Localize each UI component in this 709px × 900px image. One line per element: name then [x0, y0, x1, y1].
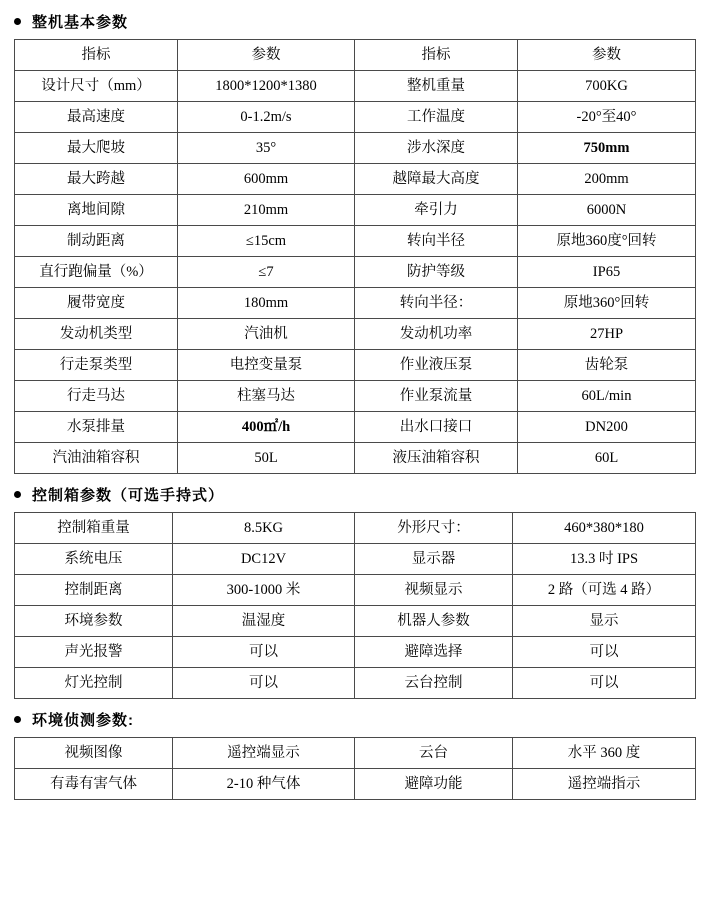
cell: 工作温度 — [355, 102, 518, 133]
cell: 显示器 — [355, 544, 513, 575]
cell: 可以 — [513, 668, 696, 699]
section-heading-machine-params — [14, 11, 695, 32]
cell: 电控变量泵 — [178, 350, 355, 381]
cell: 温湿度 — [173, 606, 355, 637]
section-title: 环境侦测参数: — [32, 712, 134, 729]
bullet-icon — [14, 491, 21, 498]
table-row — [15, 738, 696, 769]
cell: 210mm — [178, 195, 355, 226]
table-row — [15, 40, 696, 71]
section-heading-control-box — [14, 484, 695, 505]
cell: 最大爬坡 — [15, 133, 178, 164]
cell: 0-1.2m/s — [178, 102, 355, 133]
table-row — [15, 637, 696, 668]
cell: 27HP — [518, 319, 696, 350]
cell: 视频显示 — [355, 575, 513, 606]
cell: 200mm — [518, 164, 696, 195]
cell: 460*380*180 — [513, 513, 696, 544]
table-row — [15, 443, 696, 474]
cell: 13.3 吋 IPS — [513, 544, 696, 575]
bullet-icon — [14, 18, 21, 25]
cell: 汽油油箱容积 — [15, 443, 178, 474]
cell: 直行跑偏量（%） — [15, 257, 178, 288]
cell: 35° — [178, 133, 355, 164]
table-row — [15, 513, 696, 544]
section-heading-environment-detection — [14, 709, 695, 730]
table-control-box-params — [14, 512, 696, 699]
cell: IP65 — [518, 257, 696, 288]
cell: 防护等级 — [355, 257, 518, 288]
table-row — [15, 668, 696, 699]
cell: 系统电压 — [15, 544, 173, 575]
table-row — [15, 133, 696, 164]
table-row — [15, 226, 696, 257]
cell: 声光报警 — [15, 637, 173, 668]
cell: 2 路（可选 4 路） — [513, 575, 696, 606]
cell: 环境参数 — [15, 606, 173, 637]
cell: 视频图像 — [15, 738, 173, 769]
cell: ≤15cm — [178, 226, 355, 257]
table-row — [15, 319, 696, 350]
cell: 转向半径： — [355, 288, 518, 319]
cell: 显示 — [513, 606, 696, 637]
cell: 云台控制 — [355, 668, 513, 699]
cell: 600mm — [178, 164, 355, 195]
cell: 作业液压泵 — [355, 350, 518, 381]
cell-water-depth: 750mm — [518, 133, 696, 164]
cell: 汽油机 — [178, 319, 355, 350]
cell: DN200 — [518, 412, 696, 443]
cell: 液压油箱容积 — [355, 443, 518, 474]
section-title: 整机基本参数 — [32, 14, 129, 31]
table-machine-params — [14, 39, 696, 474]
cell: 700KG — [518, 71, 696, 102]
table-row — [15, 71, 696, 102]
cell: DC12V — [173, 544, 355, 575]
cell: 1800*1200*1380 — [178, 71, 355, 102]
cell: 行走马达 — [15, 381, 178, 412]
cell: 可以 — [173, 668, 355, 699]
cell: 180mm — [178, 288, 355, 319]
cell: 避障选择 — [355, 637, 513, 668]
cell: 最高速度 — [15, 102, 178, 133]
cell: 控制箱重量 — [15, 513, 173, 544]
cell: 设计尺寸（mm） — [15, 71, 178, 102]
cell: 参数 — [518, 40, 696, 71]
cell: 可以 — [513, 637, 696, 668]
cell: 避障功能 — [355, 769, 513, 800]
table-row — [15, 544, 696, 575]
cell: 云台 — [355, 738, 513, 769]
cell: 控制距离 — [15, 575, 173, 606]
table-row — [15, 606, 696, 637]
cell: 行走泵类型 — [15, 350, 178, 381]
cell: 6000N — [518, 195, 696, 226]
cell: 300-1000 米 — [173, 575, 355, 606]
cell: 作业泵流量 — [355, 381, 518, 412]
table-environment-detection-params — [14, 737, 696, 800]
cell: 8.5KG — [173, 513, 355, 544]
table-row — [15, 769, 696, 800]
cell: 原地360°回转 — [518, 288, 696, 319]
cell: 50L — [178, 443, 355, 474]
table-row — [15, 102, 696, 133]
table-row — [15, 195, 696, 226]
cell: 60L/min — [518, 381, 696, 412]
cell: 指标 — [355, 40, 518, 71]
cell: 柱塞马达 — [178, 381, 355, 412]
cell: 2-10 种气体 — [173, 769, 355, 800]
cell: 可以 — [173, 637, 355, 668]
bullet-icon — [14, 716, 21, 723]
table-row — [15, 350, 696, 381]
cell: 离地间隙 — [15, 195, 178, 226]
cell: 遥控端指示 — [513, 769, 696, 800]
section-title: 控制箱参数（可选手持式） — [32, 487, 225, 504]
cell: 参数 — [178, 40, 355, 71]
table-row — [15, 575, 696, 606]
cell: 发动机功率 — [355, 319, 518, 350]
cell-pump-displacement: 400㎡/h — [178, 412, 355, 443]
table-row — [15, 257, 696, 288]
table-row — [15, 164, 696, 195]
cell: 发动机类型 — [15, 319, 178, 350]
cell: 牵引力 — [355, 195, 518, 226]
cell: 有毒有害气体 — [15, 769, 173, 800]
cell: 灯光控制 — [15, 668, 173, 699]
cell: 整机重量 — [355, 71, 518, 102]
spec-sheet-page — [0, 11, 709, 900]
table-row — [15, 381, 696, 412]
cell: 越障最大高度 — [355, 164, 518, 195]
cell: 涉水深度 — [355, 133, 518, 164]
cell: 指标 — [15, 40, 178, 71]
cell: 转向半径 — [355, 226, 518, 257]
cell: 出水口接口 — [355, 412, 518, 443]
cell: 水泵排量 — [15, 412, 178, 443]
cell: 水平 360 度 — [513, 738, 696, 769]
cell: 机器人参数 — [355, 606, 513, 637]
cell: -20°至40° — [518, 102, 696, 133]
cell: ≤7 — [178, 257, 355, 288]
cell: 遥控端显示 — [173, 738, 355, 769]
table-row — [15, 288, 696, 319]
cell: 制动距离 — [15, 226, 178, 257]
cell: 60L — [518, 443, 696, 474]
cell: 齿轮泵 — [518, 350, 696, 381]
table-row — [15, 412, 696, 443]
cell: 最大跨越 — [15, 164, 178, 195]
cell: 外形尺寸： — [355, 513, 513, 544]
cell: 原地360度°回转 — [518, 226, 696, 257]
cell: 履带宽度 — [15, 288, 178, 319]
